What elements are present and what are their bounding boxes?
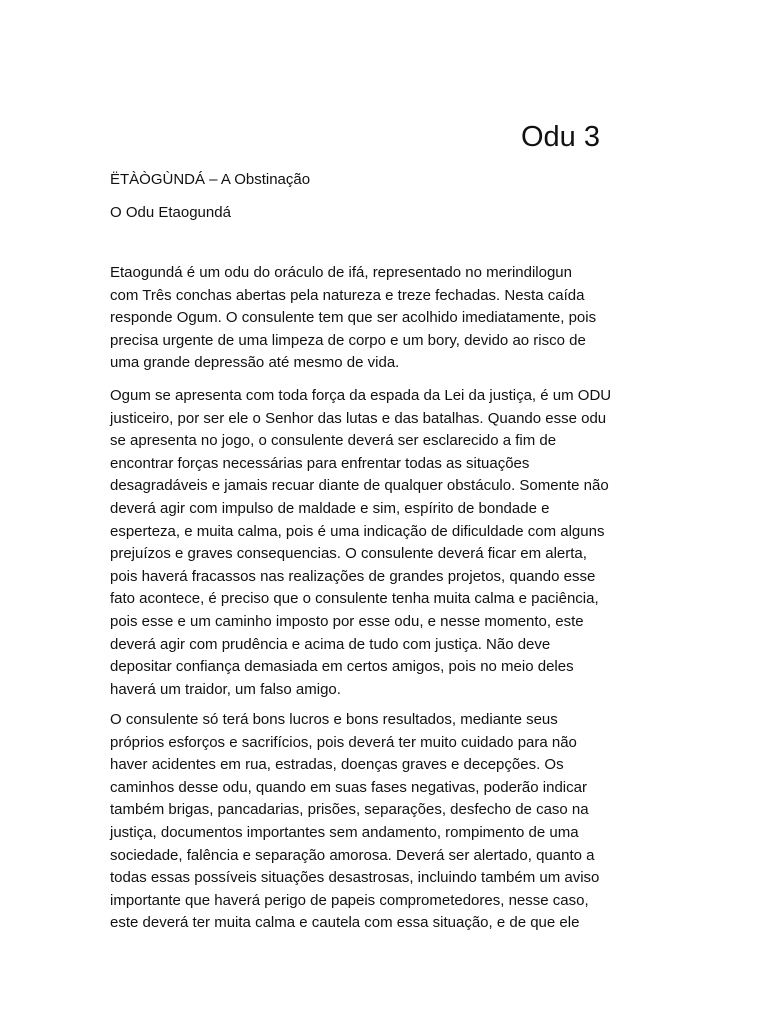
page-title: Odu 3 <box>521 121 600 153</box>
paragraph-2 <box>110 385 670 701</box>
paragraph-line: deverá agir com impulso de maldade e sim, espírito de bondade e <box>110 499 550 517</box>
paragraph-line: Ogum se apresenta com toda força da espada da Lei da justiça, é um ODU <box>110 387 612 404</box>
paragraph-line: justiça, documentos importantes sem andamento, rompimento de uma <box>110 823 579 841</box>
paragraph-line: deverá agir com prudência e acima de tudo com justiça. Não deve <box>110 635 551 653</box>
paragraph-line: próprios esforços e sacrifícios, pois deverá ter muito cuidado para não <box>110 733 577 751</box>
paragraph-line: encontrar forças necessárias para enfrentar todas as situações <box>110 454 530 472</box>
paragraph-line: justiceiro, por ser ele o Senhor das lutas e das batalhas. Quando esse odu <box>110 409 607 427</box>
paragraph-line: fato acontece, é preciso que o consulente tenha muita calma e paciência, <box>110 590 599 608</box>
paragraph-line: depositar confiança demasiada em certos amigos, pois no meio deles <box>110 658 574 676</box>
section-subheading: O Odu Etaogundá <box>110 204 231 221</box>
paragraph-3 <box>110 709 670 935</box>
paragraph-line: sociedade, falência e separação amorosa. Deverá ser alertado, quanto a <box>110 846 595 864</box>
paragraph-line: importante que haverá perigo de papeis comprometedores, nesse caso, <box>110 891 589 909</box>
paragraph-line: este deverá ter muita calma e cautela com essa situação, e de que ele <box>110 914 580 932</box>
section-subtitle: ËTÀÒGÙNDÁ – A Obstinação <box>110 171 311 188</box>
paragraph-line: também brigas, pancadarias, prisões, separações, desfecho de caso na <box>110 801 589 819</box>
paragraph-line: esperteza, e muita calma, pois é uma indicação de dificuldade com alguns <box>110 522 605 540</box>
paragraph-line: se apresenta no jogo, o consulente deverá ser esclarecido a fim de <box>110 432 557 450</box>
paragraph-line: pois esse e um caminho imposto por esse odu, e nesse momento, este <box>110 612 584 630</box>
paragraph-line: caminhos desse odu, quando em suas fases negativas, poderão indicar <box>110 778 587 796</box>
paragraph-line: responde Ogum. O consulente tem que ser acolhido imediatamente, pois <box>110 309 597 327</box>
paragraph-line: prejuízos e graves consequencias. O consulente deverá ficar em alerta, <box>110 545 587 563</box>
paragraph-line: O consulente só terá bons lucros e bons resultados, mediante seus <box>110 711 558 728</box>
paragraph-line: Etaogundá é um odu do oráculo de ifá, representado no merindilogun <box>110 264 572 281</box>
paragraph-line: desagradáveis e jamais recuar diante de qualquer obstáculo. Somente não <box>110 477 609 495</box>
paragraph-line: todas essas possíveis situações desastrosas, incluindo também um aviso <box>110 869 600 887</box>
paragraph-line: pois haverá fracassos nas realizações de grandes projetos, quando esse <box>110 567 596 585</box>
paragraph-1 <box>110 262 670 375</box>
paragraph-line: com Três conchas abertas pela natureza e treze fechadas. Nesta caída <box>110 286 585 304</box>
paragraph-line: haver acidentes em rua, estradas, doenças graves e decepções. Os <box>110 756 564 774</box>
paragraph-line: precisa urgente de uma limpeza de corpo e um bory, devido ao risco de <box>110 331 586 349</box>
paragraph-line: uma grande depressão até mesmo de vida. <box>110 354 400 372</box>
paragraph-line: haverá um traidor, um falso amigo. <box>110 680 341 698</box>
